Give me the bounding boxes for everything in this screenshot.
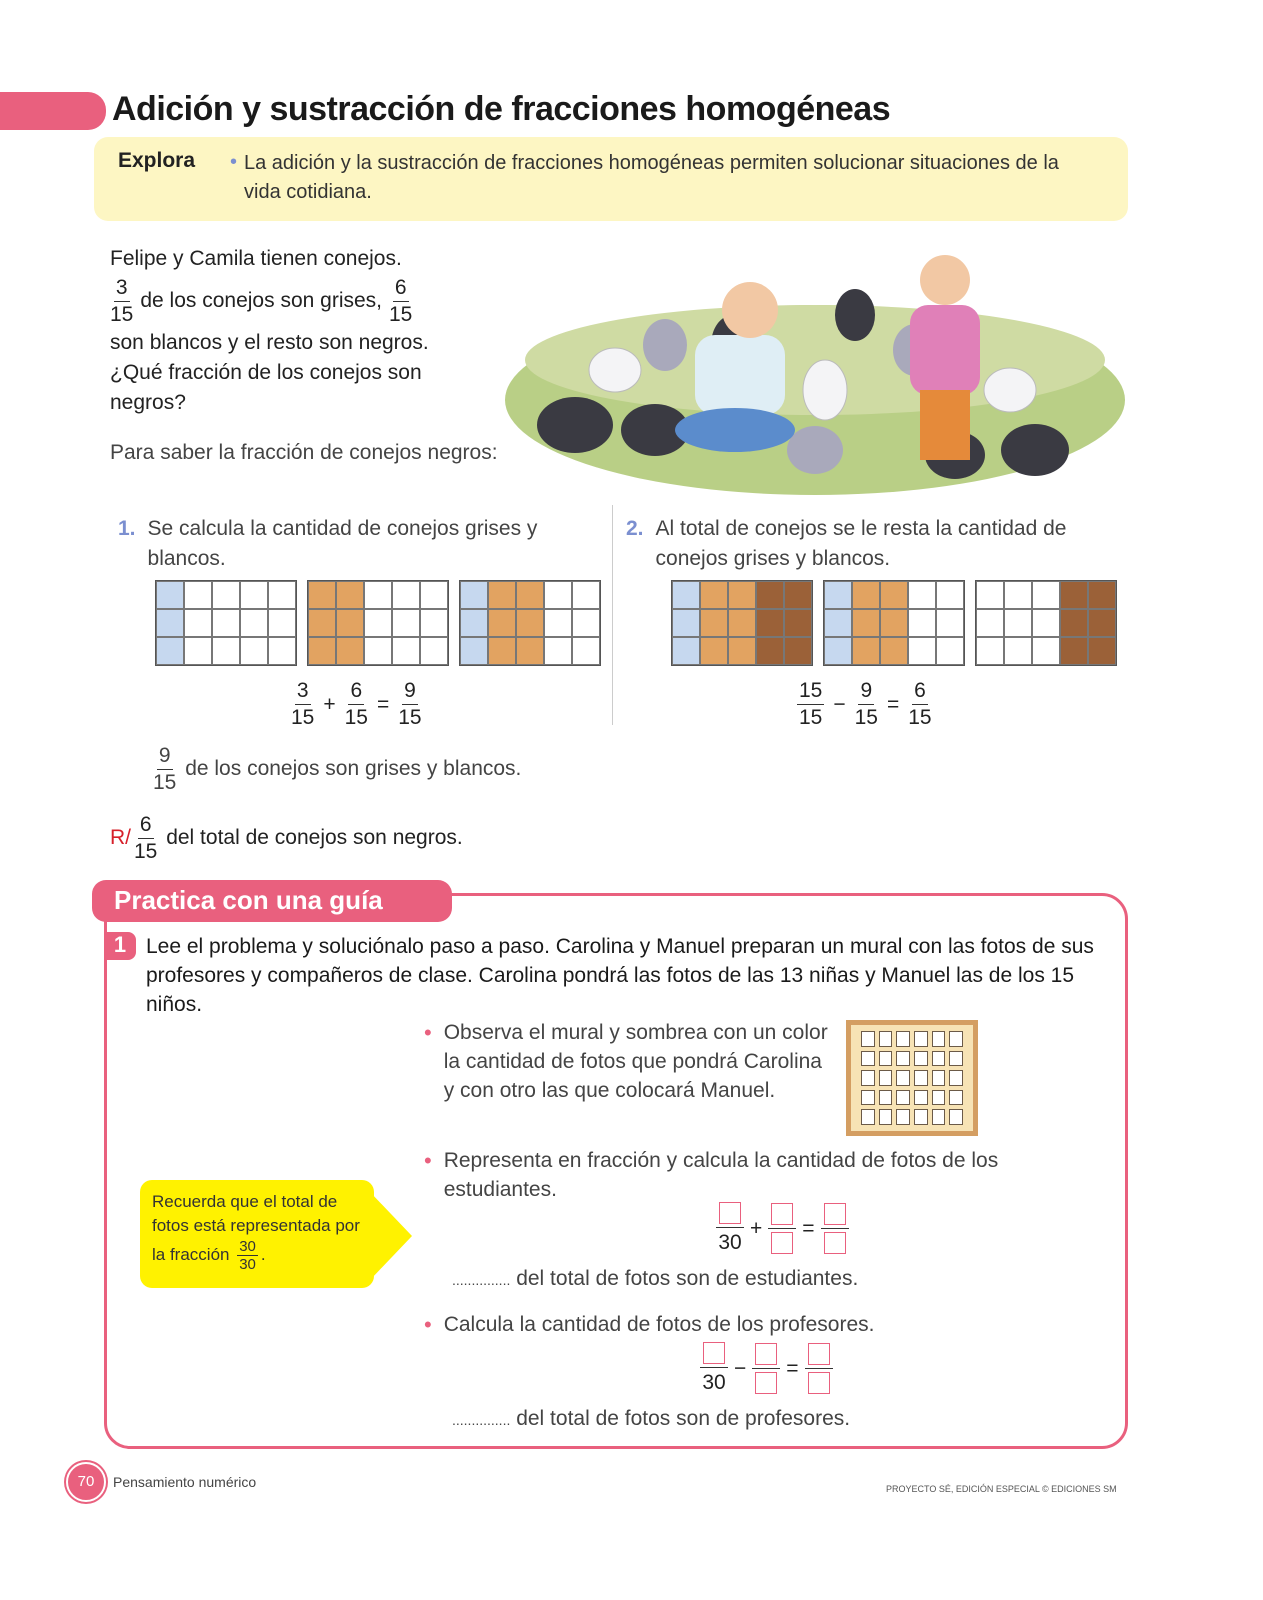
answer-box[interactable] [824, 1232, 846, 1254]
grid-cell [852, 581, 880, 609]
problem-question: ¿Qué fracción de los conejos son negros? [110, 361, 422, 414]
grid-cell [784, 637, 812, 665]
grid-cell [572, 637, 600, 665]
grid-cell [420, 609, 448, 637]
grid-cell [1032, 581, 1060, 609]
teachers-answer: ............... del total de fotos son de profesores. [452, 1407, 851, 1430]
grid-cell [700, 637, 728, 665]
students-answer: ............... del total de fotos son de estudiantes. [452, 1267, 859, 1290]
page-number: 70 [66, 1462, 106, 1502]
grid-cell [728, 637, 756, 665]
photo-cell[interactable] [932, 1031, 946, 1047]
grid-cell [364, 609, 392, 637]
answer-box[interactable] [771, 1232, 793, 1254]
problem-line: son blancos y el resto son negros. [110, 331, 429, 354]
grid-cell [268, 637, 296, 665]
answer: R/ $\frac{6}{15}$ del total de conejos son negros. [110, 813, 463, 863]
fraction-grid [671, 580, 813, 666]
grid-cell [156, 609, 184, 637]
mural-grid[interactable] [846, 1020, 978, 1136]
photo-cell[interactable] [949, 1070, 963, 1086]
fraction-grid [155, 580, 297, 666]
section-name: Pensamiento numérico [113, 1474, 257, 1490]
grid-cell [392, 609, 420, 637]
grid-cell [976, 581, 1004, 609]
answer-box[interactable] [755, 1372, 777, 1394]
fraction: $\frac{3}{15}$ [291, 679, 315, 729]
photo-cell[interactable] [861, 1051, 875, 1067]
photo-cell[interactable] [861, 1070, 875, 1086]
grid-cell [784, 581, 812, 609]
grid-cell [908, 581, 936, 609]
grid-cell [824, 637, 852, 665]
answer-box[interactable] [719, 1202, 741, 1224]
photo-cell[interactable] [896, 1090, 910, 1106]
grid-cell [240, 581, 268, 609]
grid-cell [516, 581, 544, 609]
grid-cell [672, 609, 700, 637]
step-number: 2. [626, 517, 644, 540]
grid-cell [936, 581, 964, 609]
grid-cell [336, 637, 364, 665]
grid-cell [336, 609, 364, 637]
bullet-icon: • [230, 151, 238, 173]
fraction-grid [975, 580, 1117, 666]
divider [612, 505, 613, 725]
grid-cell [268, 609, 296, 637]
exercise-number: 1 [104, 932, 136, 960]
grid-cell [156, 581, 184, 609]
grid-cell [1060, 581, 1088, 609]
grid-cell [1088, 581, 1116, 609]
grid-cell [1004, 609, 1032, 637]
grid-cell [756, 637, 784, 665]
grid-cell [212, 637, 240, 665]
grid-cell [392, 581, 420, 609]
step-text: Se calcula la cantidad de conejos grises y blancos. [147, 517, 538, 570]
grid-cell [700, 581, 728, 609]
grid-cell [420, 581, 448, 609]
grid-cell [756, 609, 784, 637]
grid-cell [488, 609, 516, 637]
grid-cell [308, 609, 336, 637]
photo-cell[interactable] [861, 1090, 875, 1106]
grid-cell [936, 637, 964, 665]
grid-cell [240, 637, 268, 665]
step-number: 1. [118, 517, 136, 540]
grid-cell [488, 637, 516, 665]
step-1 [118, 514, 608, 574]
grid-cell [976, 609, 1004, 637]
photo-cell[interactable] [896, 1051, 910, 1067]
grid-cell [268, 581, 296, 609]
grid-cell [1032, 637, 1060, 665]
photo-cell[interactable] [879, 1070, 893, 1086]
grid-cell [156, 637, 184, 665]
answer-box[interactable] [808, 1343, 830, 1365]
grid-cell [1088, 609, 1116, 637]
fraction: $\frac{9}{15}$ [398, 679, 422, 729]
credit: PROYECTO SÉ, EDICIÓN ESPECIAL © EDICIONES SM [886, 1484, 1117, 1494]
grid-cell [908, 637, 936, 665]
grid-cell [460, 581, 488, 609]
photo-cell[interactable] [949, 1090, 963, 1106]
answer-box[interactable] [824, 1203, 846, 1225]
grid-cell [880, 581, 908, 609]
step-text: Al total de conejos se le resta la cantidad de conejos grises y blancos. [655, 517, 1067, 570]
blank-line[interactable]: ............... [452, 1412, 511, 1428]
grid-cell [184, 581, 212, 609]
photo-cell[interactable] [861, 1031, 875, 1047]
photo-cell[interactable] [879, 1109, 893, 1125]
grid-cell [756, 581, 784, 609]
explora-text: La adición y la sustracción de fracciones homogéneas permiten solucionar situaciones de la vida cotidiana. [244, 152, 1059, 203]
photo-cell[interactable] [949, 1031, 963, 1047]
grid-cell [1004, 637, 1032, 665]
answer-box[interactable] [755, 1343, 777, 1365]
grid-cell [784, 609, 812, 637]
grid-cell [420, 637, 448, 665]
students-equation: 30 + = [716, 1202, 849, 1255]
operator: − [833, 692, 846, 716]
grid-cell [1088, 637, 1116, 665]
photo-cell[interactable] [879, 1031, 893, 1047]
children-rabbits-illustration [495, 240, 1125, 500]
grid-cell [544, 581, 572, 609]
fraction: $\frac{15}{15}$ [799, 679, 823, 729]
problem-line: Felipe y Camila tienen conejos. [110, 247, 402, 270]
teachers-equation: 30 − = [700, 1342, 833, 1395]
grid-cell [364, 581, 392, 609]
grid-cell [852, 609, 880, 637]
step-2 [626, 514, 1121, 574]
grid-cell [308, 581, 336, 609]
grid-cell [1004, 581, 1032, 609]
photo-cell[interactable] [949, 1051, 963, 1067]
grid-cell [212, 581, 240, 609]
grid-cell [308, 637, 336, 665]
grid-cell [852, 637, 880, 665]
answer-box[interactable] [771, 1203, 793, 1225]
explora-label: Explora [118, 149, 196, 172]
step-2-grids [671, 580, 1117, 666]
grid-cell [516, 609, 544, 637]
grid-cell [572, 609, 600, 637]
fraction-grid [459, 580, 601, 666]
fraction-grid [307, 580, 449, 666]
operator: = [376, 692, 390, 716]
operator: + [323, 692, 336, 716]
explora-box [94, 137, 1128, 221]
problem-intro: Para saber la fracción de conejos negros: [110, 441, 498, 464]
bullet-2: • Representa en fracción y calcula la cantidad de fotos de los estudiantes. [424, 1148, 999, 1201]
note-arrow [370, 1192, 412, 1280]
problem-text [110, 244, 500, 468]
fraction-grid [823, 580, 965, 666]
grid-cell [1032, 609, 1060, 637]
fraction: $\frac{9}{15}$ [854, 679, 878, 729]
grid-cell [728, 581, 756, 609]
grid-cell [880, 609, 908, 637]
step-1-equation [288, 678, 425, 731]
grid-cell [880, 637, 908, 665]
photo-cell[interactable] [896, 1109, 910, 1125]
photo-cell[interactable] [932, 1051, 946, 1067]
photo-cell[interactable] [879, 1051, 893, 1067]
grid-cell [460, 637, 488, 665]
answer-box[interactable] [808, 1372, 830, 1394]
step-1-result: $\frac{9}{15}$ de los conejos son grises y blancos. [153, 744, 522, 794]
problem-line: de los conejos son grises, [140, 289, 382, 312]
grid-cell [184, 609, 212, 637]
exercise-problem: Lee el problema y soluciónalo paso a paso. Carolina y Manuel preparan un mural con las fotos de sus profesores y compañeros de clase. Carolina pondrá las fotos de las 13 niñas y Manuel las de los 15 niños. [146, 935, 1094, 1016]
photo-cell[interactable] [932, 1109, 946, 1125]
grid-cell [516, 637, 544, 665]
bullet-3: • Calcula la cantidad de fotos de los profesores. [424, 1312, 875, 1337]
grid-cell [364, 637, 392, 665]
grid-cell [976, 637, 1004, 665]
fraction: $\frac{6}{15}$ [344, 679, 368, 729]
fraction: $\frac{6}{15}$ [908, 679, 932, 729]
fraction: $\frac{3}{15}$ [110, 275, 134, 326]
grid-cell [212, 609, 240, 637]
grid-cell [728, 609, 756, 637]
photo-cell[interactable] [932, 1090, 946, 1106]
grid-cell [336, 581, 364, 609]
grid-cell [392, 637, 420, 665]
title-tab-decoration [0, 92, 106, 130]
reminder-note: Recuerda que el total de fotos está representada por la fracción $\frac{30}{30}$ . [140, 1180, 374, 1288]
photo-cell[interactable] [861, 1109, 875, 1125]
grid-cell [672, 581, 700, 609]
fraction: $\frac{6}{15}$ [389, 275, 413, 326]
answer-box[interactable] [703, 1342, 725, 1364]
photo-cell[interactable] [914, 1070, 928, 1086]
step-1-grids [155, 580, 601, 666]
grid-cell [544, 609, 572, 637]
photo-cell[interactable] [932, 1070, 946, 1086]
grid-cell [936, 609, 964, 637]
fraction: $\frac{9}{15}$ [153, 744, 177, 794]
photo-cell[interactable] [914, 1051, 928, 1067]
grid-cell [488, 581, 516, 609]
grid-cell [824, 581, 852, 609]
grid-cell [824, 609, 852, 637]
page-title: Adición y sustracción de fracciones homogéneas [112, 90, 891, 128]
operator: = [886, 692, 900, 716]
blank-line[interactable]: ............... [452, 1272, 511, 1288]
grid-cell [544, 637, 572, 665]
grid-cell [908, 609, 936, 637]
photo-cell[interactable] [896, 1031, 910, 1047]
grid-cell [184, 637, 212, 665]
photo-cell[interactable] [914, 1090, 928, 1106]
grid-cell [240, 609, 268, 637]
grid-cell [1060, 609, 1088, 637]
grid-cell [700, 609, 728, 637]
grid-cell [672, 637, 700, 665]
grid-cell [572, 581, 600, 609]
photo-cell[interactable] [896, 1070, 910, 1086]
photo-cell[interactable] [879, 1090, 893, 1106]
grid-cell [1060, 637, 1088, 665]
photo-cell[interactable] [949, 1109, 963, 1125]
practica-title: Practica con una guía [92, 880, 452, 922]
photo-cell[interactable] [914, 1031, 928, 1047]
grid-cell [460, 609, 488, 637]
bullet-1: • Observa el mural y sombrea con un color la cantidad de fotos que pondrá Carolina y con otro las que colocará Manuel. [424, 1020, 828, 1102]
step-2-equation [794, 678, 935, 731]
photo-cell[interactable] [914, 1109, 928, 1125]
